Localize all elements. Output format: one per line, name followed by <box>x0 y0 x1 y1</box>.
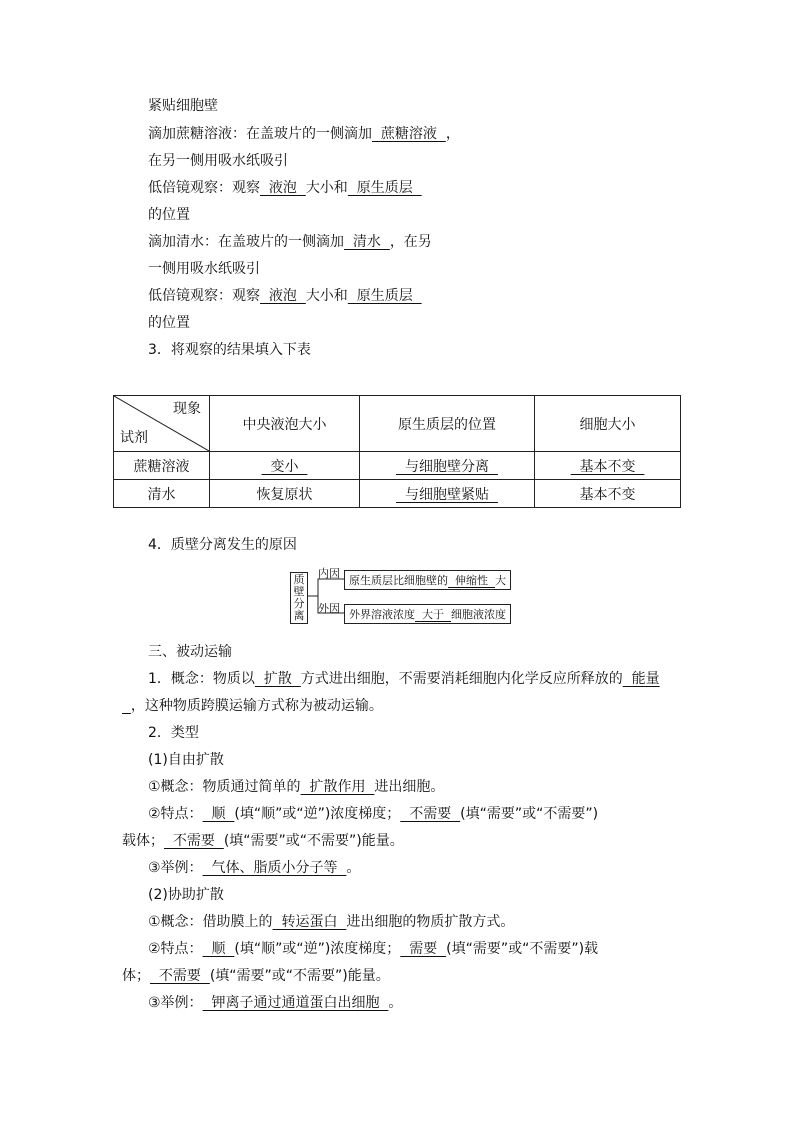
text-line: 滴加清水：在盖玻片的一侧滴加 清水 ，在另 <box>148 234 432 250</box>
text-line: 紧贴细胞壁 <box>148 98 218 114</box>
text-line: (2)协助扩散 <box>148 887 224 903</box>
text-line: 体； 不需要 (填“需要”或“不需要”)能量。 <box>122 968 390 984</box>
table-cell: 变小 <box>210 452 360 480</box>
text-line: 的位置 <box>148 207 190 223</box>
column-header: 中央液泡大小 <box>210 396 360 452</box>
text-line: 的位置 <box>148 315 190 331</box>
text-line: (1)自由扩散 <box>148 752 224 768</box>
table-cell: 基本不变 <box>535 480 681 508</box>
column-header: 细胞大小 <box>535 396 681 452</box>
reagent-cell: 蔗糖溶液 <box>114 452 210 480</box>
answer-blank: 不需要 <box>164 833 224 849</box>
answer-blank: 大于 <box>415 608 451 621</box>
text-line: 低倍镜观察：观察 液泡 大小和 原生质层 <box>148 288 422 304</box>
answer-blank: 扩散 <box>254 671 301 687</box>
outer-cause-tag: 外因 <box>318 602 340 615</box>
table-cell: 与细胞壁紧贴 <box>360 480 535 508</box>
observation-table <box>113 395 681 508</box>
answer-blank: 清水 <box>344 234 390 250</box>
answer-blank: 需要 <box>400 941 447 957</box>
table-header-row <box>114 396 681 452</box>
answer-blank: 扩散作用 <box>300 779 375 795</box>
inner-cause-box: 原生质层比细胞壁的 伸缩性 大 <box>344 570 511 590</box>
column-header: 原生质层的位置 <box>360 396 535 452</box>
answer-blank: 液泡 <box>260 180 306 196</box>
corner-top-label: 现象 <box>173 401 201 417</box>
text-line: 低倍镜观察：观察 液泡 大小和 原生质层 <box>148 180 422 196</box>
text-line: ②特点： 顺 (填“顺”或“逆”)浓度梯度； 需要 (填“需要”或“不需要”)载 <box>148 941 599 957</box>
text-line: ③举例： 气体、脂质小分子等 。 <box>148 860 361 876</box>
answer-blank: 原生质层 <box>347 180 422 196</box>
corner-bottom-label: 试剂 <box>120 430 148 446</box>
text-line: ，这种物质跨膜运输方式称为被动运输。 <box>130 698 383 714</box>
table-row <box>114 452 681 480</box>
cause-diagram <box>290 566 520 624</box>
answer-blank: 钾离子通过通道蛋白出细胞 <box>202 995 389 1011</box>
answer-blank: 能量 <box>622 671 660 687</box>
outer-cause-box: 外界溶液浓度 大于 细胞液浓度 <box>344 604 511 624</box>
answer-blank: 顺 <box>202 806 235 822</box>
text-line: 一侧用吸水纸吸引 <box>148 261 260 277</box>
text-line: 2．类型 <box>148 725 199 741</box>
answer-blank: 转运蛋白 <box>272 914 347 930</box>
text-line: 滴加蔗糖溶液：在盖玻片的一侧滴加 蔗糖溶液 ， <box>148 126 460 142</box>
answer-blank: 气体、脂质小分子等 <box>202 860 347 876</box>
answer-blank: 伸缩性 <box>448 574 495 587</box>
section-heading: 3．将观察的结果填入下表 <box>148 342 311 358</box>
table-row <box>114 480 681 508</box>
text-line: 1．概念：物质以 扩散 方式进出细胞，不需要消耗细胞内化学反应所释放的 能量 <box>148 671 660 687</box>
answer-blank: 液泡 <box>260 288 306 304</box>
answer-blank: 不需要 <box>150 968 210 984</box>
answer-blank: 顺 <box>202 941 235 957</box>
reagent-cell: 清水 <box>114 480 210 508</box>
section-heading: 4．质壁分离发生的原因 <box>148 537 297 553</box>
text-line: 在另一侧用吸水纸吸引 <box>148 153 288 169</box>
table-cell: 与细胞壁分离 <box>360 452 535 480</box>
vertical-label: 质 壁 分 离 <box>290 572 308 624</box>
table-cell: 基本不变 <box>535 452 681 480</box>
answer-blank: 不需要 <box>400 806 461 822</box>
text-line: ③举例： 钾离子通过通道蛋白出细胞 。 <box>148 995 403 1011</box>
text-line: 载体； 不需要 (填“需要”或“不需要”)能量。 <box>122 833 404 849</box>
text-line: ①概念：借助膜上的 转运蛋白 进出细胞的物质扩散方式。 <box>148 914 515 930</box>
text-line: ①概念：物质通过简单的 扩散作用 进出细胞。 <box>148 779 445 795</box>
inner-cause-tag: 内因 <box>318 567 340 580</box>
corner-cell <box>114 396 210 452</box>
answer-blank: 蔗糖溶液 <box>372 126 446 142</box>
table-cell: 恢复原状 <box>210 480 360 508</box>
section-heading: 三、被动运输 <box>148 644 232 660</box>
answer-blank: 原生质层 <box>347 288 422 304</box>
text-line: ②特点： 顺 (填“顺”或“逆”)浓度梯度； 不需要 (填“需要”或“不需要”) <box>148 806 599 822</box>
